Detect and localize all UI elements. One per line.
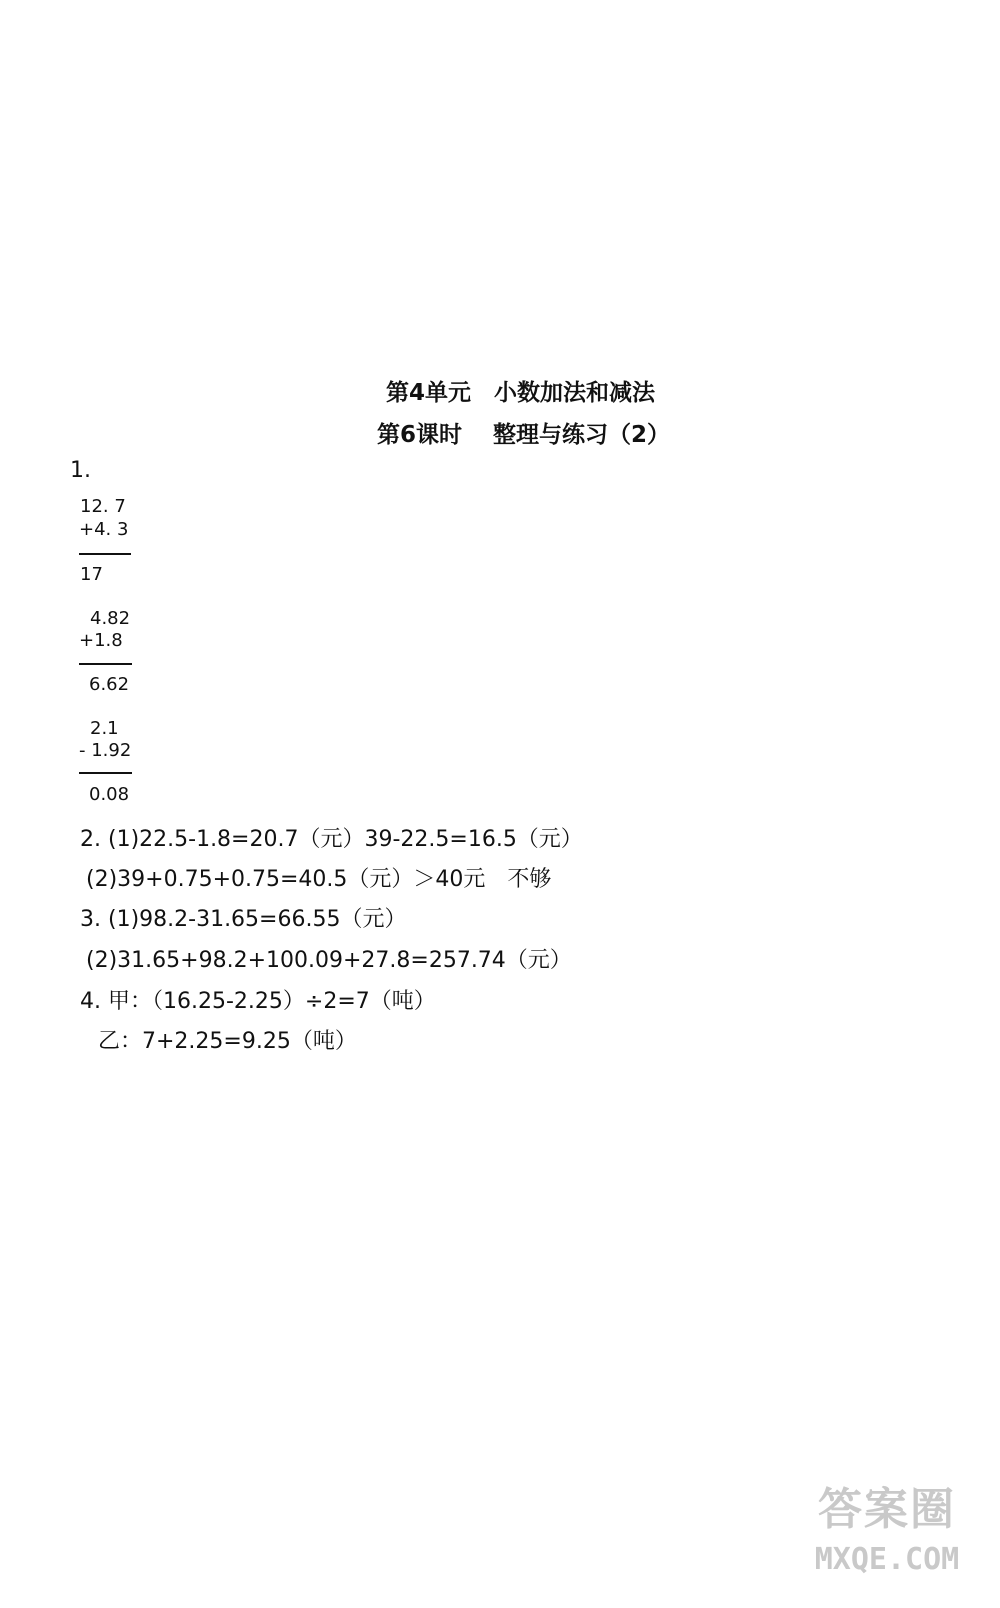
calc-2-operand-2: +1.8 — [79, 630, 123, 651]
calc-3-rule — [79, 772, 132, 774]
calc-1-rule — [79, 553, 131, 555]
calc-1-result: 17 — [80, 564, 103, 585]
watermark-url: MXQE.COM — [814, 1542, 960, 1577]
calc-2-rule — [79, 663, 132, 665]
watermark-brand: 答案圈 — [818, 1484, 956, 1535]
answer-4-line-2: 乙：7+2.25=9.25（吨） — [98, 1029, 357, 1054]
calc-3-result: 0.08 — [89, 784, 130, 805]
calc-1-operand-2: +4. 3 — [79, 519, 129, 540]
calc-3-operand-2: - 1.92 — [79, 740, 132, 761]
question-1-label: 1. — [70, 458, 91, 483]
calc-1-operand-1: 12. 7 — [80, 496, 126, 517]
answer-4-line-1: 4. 甲：（16.25-2.25）÷2=7（吨） — [80, 989, 436, 1014]
calc-2-result: 6.62 — [89, 674, 130, 695]
answer-3-line-1: 3. (1)98.2-31.65=66.55（元） — [80, 907, 407, 932]
answer-2-line-1: 2. (1)22.5-1.8=20.7（元）39-22.5=16.5（元） — [80, 827, 583, 852]
watermark-logo — [792, 1480, 982, 1600]
calc-2-operand-1: 4.82 — [90, 608, 131, 629]
lesson-title: 第6课时 整理与练习（2） — [377, 422, 671, 448]
calc-3-operand-1: 2.1 — [90, 718, 119, 739]
answer-2-line-2: (2)39+0.75+0.75=40.5（元）＞40元 不够 — [86, 867, 552, 892]
unit-title: 第4单元 小数加法和减法 — [386, 380, 656, 406]
answer-3-line-2: (2)31.65+98.2+100.09+27.8=257.74（元） — [86, 948, 572, 973]
